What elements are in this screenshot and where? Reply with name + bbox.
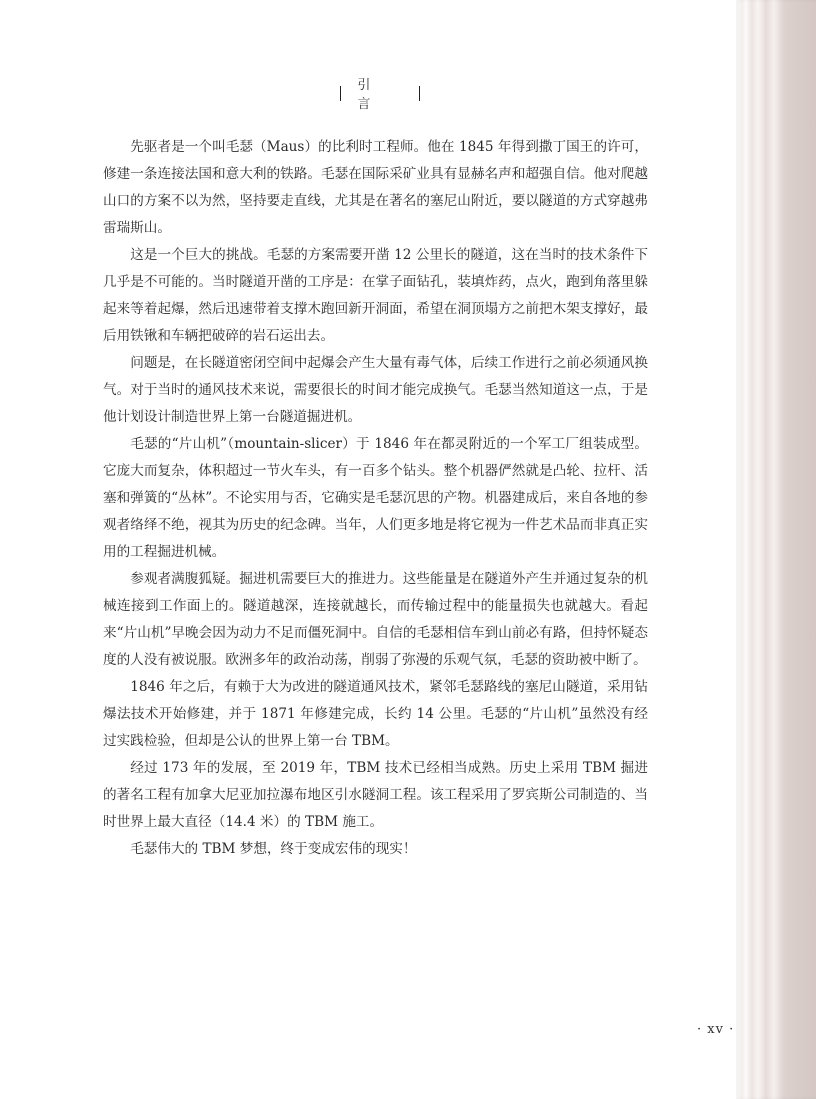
paragraph: 毛瑟的“片山机”（mountain-slicer）于 1846 年在都灵附近的一个军工厂组装成型。它庞大而复杂，体积超过一节火车头，有一百多个钻头。整个机器俨然就是凸轮、拉杆、活塞和弹簧的“丛林”。不论实用与否，它确实是毛瑟沉思的产物。机器建成后，来自各地的参观者络绎不绝，视其为历史的纪念碑。当年，人们更多地是将它视为一件艺术品而非真正实用的工程掘进机械。 [103, 436, 648, 560]
paragraph: 问题是，在长隧道密闭空间中起爆会产生大量有毒气体，后续工作进行之前必须通风换气。对于当时的通风技术来说，需要很长的时间才能完成换气。毛瑟当然知道这一点，于是他计划设计制造世界上第一台隧道掘进机。 [103, 355, 648, 425]
running-title: 引 言 [357, 78, 408, 112]
header-right-bar [419, 86, 420, 101]
book-page-edge [736, 0, 816, 1099]
paragraph: 参观者满腹狐疑。掘进机需要巨大的推进力。这些能量是在隧道外产生并通过复杂的机械连接到工作面上的。隧道越深，连接就越长，而传输过程中的能量损失也就越大。看起来“片山机”早晚会因为动力不足而僵死洞中。自信的毛瑟相信车到山前必有路，但持怀疑态度的人没有被说服。欧洲多年的政治动荡，削弱了弥漫的乐观气氛，毛瑟的资助被中断了。 [103, 571, 648, 668]
header-left-bar [340, 86, 341, 101]
paragraph: 经过 173 年的发展，至 2019 年，TBM 技术已经相当成熟。历史上采用 TBM 掘进的著名工程有加拿大尼亚加拉瀑布地区引水隧洞工程。该工程采用了罗宾斯公司制造的、当时世界上最大直径（14.4 米）的 TBM 施工。 [103, 760, 648, 830]
paragraph: 1846 年之后，有赖于大为改进的隧道通风技术，紧邻毛瑟路线的塞尼山隧道，采用钻爆法技术开始修建，并于 1871 年修建完成，长约 14 公里。毛瑟的“片山机”虽然没有经过实践检验，但却是公认的世界上第一台 TBM。 [103, 679, 648, 749]
paragraph: 先驱者是一个叫毛瑟（Maus）的比利时工程师。他在 1845 年得到撒丁国王的许可，修建一条连接法国和意大利的铁路。毛瑟在国际采矿业具有显赫名声和超强自信。他对爬越山口的方案不以为然，坚持要走直线，尤其是在著名的塞尼山附近，要以隧道的方式穿越弗雷瑞斯山。 [103, 139, 648, 236]
paragraph: 这是一个巨大的挑战。毛瑟的方案需要开凿 12 公里长的隧道，这在当时的技术条件下几乎是不可能的。当时隧道开凿的工序是：在掌子面钻孔，装填炸药，点火，跑到角落里躲起来等着起爆，然后迅速带着支撑木跑回新开洞面，希望在洞顶塌方之前把木架支撑好，最后用铁锹和车辆把破碎的岩石运出去。 [103, 247, 648, 344]
running-header [340, 74, 420, 112]
body-text [103, 134, 648, 863]
paragraph: 毛瑟伟大的 TBM 梦想，终于变成宏伟的现实！ [130, 841, 417, 857]
page-number: · xv · [697, 1022, 735, 1037]
